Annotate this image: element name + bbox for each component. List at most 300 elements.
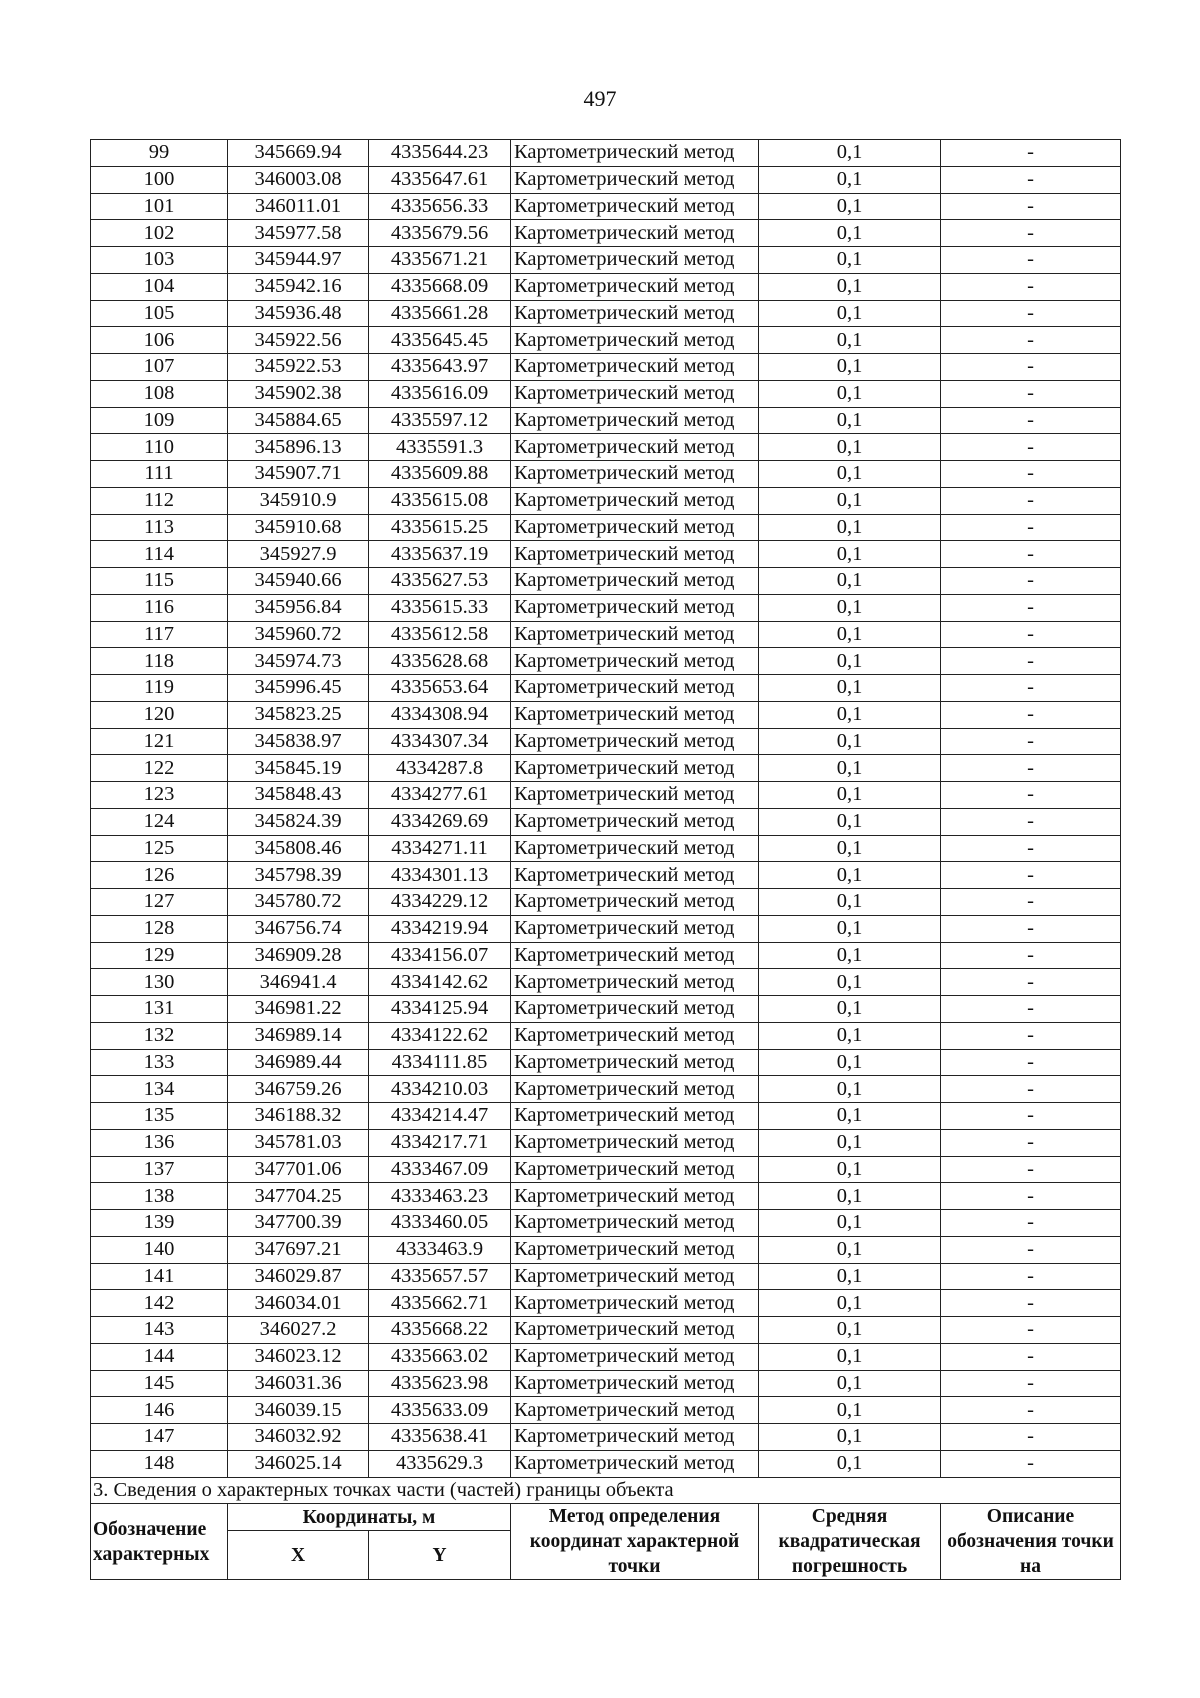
table-row — [91, 541, 1121, 568]
cell-coord-y: 4335633.09 — [369, 1397, 511, 1424]
cell-description: - — [941, 996, 1121, 1023]
cell-mean-error: 0,1 — [759, 300, 941, 327]
cell-coord-x: 346989.44 — [228, 1049, 369, 1076]
header-method: Метод определения координат характерной точки — [511, 1504, 759, 1580]
cell-coord-x: 346027.2 — [228, 1317, 369, 1344]
cell-coord-y: 4335615.25 — [369, 514, 511, 541]
cell-point-number: 115 — [91, 568, 228, 595]
cell-coord-y: 4334156.07 — [369, 942, 511, 969]
cell-point-number: 124 — [91, 808, 228, 835]
cell-mean-error: 0,1 — [759, 166, 941, 193]
table-row — [91, 380, 1121, 407]
cell-description: - — [941, 621, 1121, 648]
cell-description: - — [941, 354, 1121, 381]
cell-point-number: 131 — [91, 996, 228, 1023]
cell-coord-y: 4334301.13 — [369, 862, 511, 889]
cell-coord-x: 346039.15 — [228, 1397, 369, 1424]
cell-mean-error: 0,1 — [759, 354, 941, 381]
cell-method: Картометрический метод — [511, 514, 759, 541]
cell-point-number: 107 — [91, 354, 228, 381]
cell-coord-y: 4333467.09 — [369, 1156, 511, 1183]
cell-description: - — [941, 1397, 1121, 1424]
cell-mean-error: 0,1 — [759, 648, 941, 675]
cell-mean-error: 0,1 — [759, 701, 941, 728]
table-row — [91, 407, 1121, 434]
table-row — [91, 1183, 1121, 1210]
table-row — [91, 1129, 1121, 1156]
cell-method: Картометрический метод — [511, 300, 759, 327]
table-row — [91, 166, 1121, 193]
cell-description: - — [941, 1236, 1121, 1263]
cell-mean-error: 0,1 — [759, 728, 941, 755]
table-row — [91, 1424, 1121, 1451]
cell-method: Картометрический метод — [511, 1103, 759, 1130]
cell-coord-y: 4334125.94 — [369, 996, 511, 1023]
cell-method: Картометрический метод — [511, 568, 759, 595]
cell-mean-error: 0,1 — [759, 782, 941, 809]
table-row — [91, 755, 1121, 782]
cell-point-number: 116 — [91, 594, 228, 621]
cell-coord-y: 4334142.62 — [369, 969, 511, 996]
cell-description: - — [941, 915, 1121, 942]
cell-coord-x: 345896.13 — [228, 434, 369, 461]
cell-method: Картометрический метод — [511, 327, 759, 354]
cell-coord-x: 345936.48 — [228, 300, 369, 327]
cell-mean-error: 0,1 — [759, 969, 941, 996]
cell-point-number: 147 — [91, 1424, 228, 1451]
table-row — [91, 1103, 1121, 1130]
cell-description: - — [941, 220, 1121, 247]
cell-point-number: 125 — [91, 835, 228, 862]
cell-description: - — [941, 1263, 1121, 1290]
cell-mean-error: 0,1 — [759, 1129, 941, 1156]
cell-point-number: 139 — [91, 1210, 228, 1237]
cell-mean-error: 0,1 — [759, 675, 941, 702]
cell-coord-x: 345824.39 — [228, 808, 369, 835]
cell-description: - — [941, 675, 1121, 702]
cell-method: Картометрический метод — [511, 648, 759, 675]
cell-description: - — [941, 487, 1121, 514]
table-row — [91, 728, 1121, 755]
cell-mean-error: 0,1 — [759, 380, 941, 407]
cell-method: Картометрический метод — [511, 140, 759, 167]
cell-description: - — [941, 942, 1121, 969]
table-row — [91, 247, 1121, 274]
table-row — [91, 193, 1121, 220]
cell-mean-error: 0,1 — [759, 487, 941, 514]
cell-point-number: 104 — [91, 273, 228, 300]
cell-description: - — [941, 1076, 1121, 1103]
cell-coord-y: 4335657.57 — [369, 1263, 511, 1290]
table-body — [91, 140, 1121, 1478]
cell-coord-x: 345944.97 — [228, 247, 369, 274]
cell-description: - — [941, 193, 1121, 220]
cell-description: - — [941, 273, 1121, 300]
cell-coord-x: 345838.97 — [228, 728, 369, 755]
cell-method: Картометрический метод — [511, 193, 759, 220]
table-row — [91, 140, 1121, 167]
cell-point-number: 130 — [91, 969, 228, 996]
cell-point-number: 136 — [91, 1129, 228, 1156]
cell-coord-x: 345780.72 — [228, 889, 369, 916]
cell-coord-x: 345927.9 — [228, 541, 369, 568]
cell-method: Картометрический метод — [511, 1210, 759, 1237]
cell-coord-x: 345884.65 — [228, 407, 369, 434]
cell-method: Картометрический метод — [511, 220, 759, 247]
cell-mean-error: 0,1 — [759, 1183, 941, 1210]
table-row — [91, 969, 1121, 996]
table-row — [91, 889, 1121, 916]
cell-method: Картометрический метод — [511, 1397, 759, 1424]
cell-description: - — [941, 1129, 1121, 1156]
cell-coord-y: 4335609.88 — [369, 461, 511, 488]
table-row — [91, 1450, 1121, 1477]
cell-mean-error: 0,1 — [759, 942, 941, 969]
cell-description: - — [941, 1210, 1121, 1237]
cell-mean-error: 0,1 — [759, 273, 941, 300]
table-row — [91, 862, 1121, 889]
table-row — [91, 568, 1121, 595]
cell-point-number: 106 — [91, 327, 228, 354]
cell-coord-x: 347697.21 — [228, 1236, 369, 1263]
cell-point-number: 120 — [91, 701, 228, 728]
cell-mean-error: 0,1 — [759, 247, 941, 274]
cell-point-number: 148 — [91, 1450, 228, 1477]
cell-coord-x: 346025.14 — [228, 1450, 369, 1477]
cell-method: Картометрический метод — [511, 1022, 759, 1049]
cell-method: Картометрический метод — [511, 1450, 759, 1477]
cell-coord-y: 4334308.94 — [369, 701, 511, 728]
cell-coord-x: 346003.08 — [228, 166, 369, 193]
table-row — [91, 1076, 1121, 1103]
table-row — [91, 1370, 1121, 1397]
cell-point-number: 121 — [91, 728, 228, 755]
section-3 — [91, 1477, 1121, 1580]
table-row — [91, 461, 1121, 488]
table-row — [91, 942, 1121, 969]
cell-method: Картометрический метод — [511, 942, 759, 969]
cell-method: Картометрический метод — [511, 728, 759, 755]
table-row — [91, 1397, 1121, 1424]
cell-point-number: 132 — [91, 1022, 228, 1049]
cell-coord-x: 347700.39 — [228, 1210, 369, 1237]
cell-point-number: 105 — [91, 300, 228, 327]
cell-method: Картометрический метод — [511, 434, 759, 461]
cell-coord-y: 4334217.71 — [369, 1129, 511, 1156]
table-row — [91, 327, 1121, 354]
cell-point-number: 108 — [91, 380, 228, 407]
cell-coord-x: 345845.19 — [228, 755, 369, 782]
cell-mean-error: 0,1 — [759, 1317, 941, 1344]
cell-mean-error: 0,1 — [759, 1156, 941, 1183]
cell-method: Картометрический метод — [511, 889, 759, 916]
cell-coord-x: 346941.4 — [228, 969, 369, 996]
cell-mean-error: 0,1 — [759, 755, 941, 782]
cell-point-number: 119 — [91, 675, 228, 702]
cell-method: Картометрический метод — [511, 1236, 759, 1263]
cell-description: - — [941, 514, 1121, 541]
cell-coord-x: 345848.43 — [228, 782, 369, 809]
cell-coord-x: 345977.58 — [228, 220, 369, 247]
cell-description: - — [941, 1103, 1121, 1130]
cell-method: Картометрический метод — [511, 1343, 759, 1370]
cell-point-number: 144 — [91, 1343, 228, 1370]
cell-coord-y: 4334277.61 — [369, 782, 511, 809]
cell-description: - — [941, 889, 1121, 916]
cell-coord-x: 345974.73 — [228, 648, 369, 675]
cell-mean-error: 0,1 — [759, 594, 941, 621]
cell-mean-error: 0,1 — [759, 1290, 941, 1317]
cell-coord-y: 4335623.98 — [369, 1370, 511, 1397]
cell-coord-y: 4335645.45 — [369, 327, 511, 354]
cell-description: - — [941, 140, 1121, 167]
cell-point-number: 111 — [91, 461, 228, 488]
cell-method: Картометрический метод — [511, 862, 759, 889]
cell-description: - — [941, 541, 1121, 568]
cell-coord-y: 4334307.34 — [369, 728, 511, 755]
cell-method: Картометрический метод — [511, 1049, 759, 1076]
cell-coord-y: 4335615.33 — [369, 594, 511, 621]
cell-method: Картометрический метод — [511, 247, 759, 274]
cell-point-number: 102 — [91, 220, 228, 247]
cell-mean-error: 0,1 — [759, 1076, 941, 1103]
cell-coord-y: 4334111.85 — [369, 1049, 511, 1076]
cell-point-number: 122 — [91, 755, 228, 782]
cell-coord-x: 345907.71 — [228, 461, 369, 488]
cell-coord-x: 345910.9 — [228, 487, 369, 514]
table-row — [91, 1317, 1121, 1344]
table-row — [91, 273, 1121, 300]
cell-point-number: 99 — [91, 140, 228, 167]
cell-coord-x: 346909.28 — [228, 942, 369, 969]
cell-method: Картометрический метод — [511, 808, 759, 835]
cell-coord-y: 4335679.56 — [369, 220, 511, 247]
cell-coord-y: 4333463.23 — [369, 1183, 511, 1210]
header-description: Описание обозначения точки на — [941, 1504, 1121, 1580]
cell-coord-y: 4334271.11 — [369, 835, 511, 862]
table-row — [91, 782, 1121, 809]
table-row — [91, 300, 1121, 327]
cell-description: - — [941, 755, 1121, 782]
cell-mean-error: 0,1 — [759, 621, 941, 648]
cell-coord-y: 4334210.03 — [369, 1076, 511, 1103]
cell-method: Картометрический метод — [511, 1424, 759, 1451]
cell-coord-y: 4335662.71 — [369, 1290, 511, 1317]
cell-method: Картометрический метод — [511, 354, 759, 381]
cell-mean-error: 0,1 — [759, 835, 941, 862]
cell-coord-y: 4335615.08 — [369, 487, 511, 514]
cell-mean-error: 0,1 — [759, 514, 941, 541]
cell-point-number: 110 — [91, 434, 228, 461]
cell-coord-y: 4335597.12 — [369, 407, 511, 434]
cell-coord-x: 345781.03 — [228, 1129, 369, 1156]
cell-method: Картометрический метод — [511, 969, 759, 996]
cell-coord-y: 4335671.21 — [369, 247, 511, 274]
cell-point-number: 112 — [91, 487, 228, 514]
cell-description: - — [941, 1022, 1121, 1049]
cell-method: Картометрический метод — [511, 915, 759, 942]
cell-coord-x: 345902.38 — [228, 380, 369, 407]
cell-description: - — [941, 327, 1121, 354]
cell-coord-x: 346032.92 — [228, 1424, 369, 1451]
cell-description: - — [941, 1156, 1121, 1183]
cell-mean-error: 0,1 — [759, 327, 941, 354]
cell-point-number: 135 — [91, 1103, 228, 1130]
cell-coord-y: 4335653.64 — [369, 675, 511, 702]
table-row — [91, 1156, 1121, 1183]
cell-coord-y: 4335627.53 — [369, 568, 511, 595]
cell-coord-y: 4335656.33 — [369, 193, 511, 220]
table-row — [91, 835, 1121, 862]
cell-mean-error: 0,1 — [759, 434, 941, 461]
cell-description: - — [941, 1343, 1121, 1370]
cell-method: Картометрический метод — [511, 380, 759, 407]
cell-mean-error: 0,1 — [759, 1103, 941, 1130]
cell-coord-x: 346031.36 — [228, 1370, 369, 1397]
cell-mean-error: 0,1 — [759, 568, 941, 595]
cell-point-number: 100 — [91, 166, 228, 193]
cell-description: - — [941, 835, 1121, 862]
cell-point-number: 145 — [91, 1370, 228, 1397]
table-row — [91, 996, 1121, 1023]
cell-point-number: 126 — [91, 862, 228, 889]
table-row — [91, 808, 1121, 835]
cell-coord-x: 346981.22 — [228, 996, 369, 1023]
cell-coord-x: 347704.25 — [228, 1183, 369, 1210]
cell-point-number: 114 — [91, 541, 228, 568]
cell-point-number: 127 — [91, 889, 228, 916]
cell-method: Картометрический метод — [511, 487, 759, 514]
table-row — [91, 354, 1121, 381]
header-point-designation: Обозначение характерных — [91, 1504, 228, 1580]
cell-description: - — [941, 594, 1121, 621]
cell-description: - — [941, 1049, 1121, 1076]
cell-coord-x: 345669.94 — [228, 140, 369, 167]
cell-method: Картометрический метод — [511, 675, 759, 702]
cell-coord-x: 345940.66 — [228, 568, 369, 595]
cell-coord-y: 4335663.02 — [369, 1343, 511, 1370]
table-row — [91, 648, 1121, 675]
cell-coord-x: 346011.01 — [228, 193, 369, 220]
cell-coord-y: 4334122.62 — [369, 1022, 511, 1049]
cell-description: - — [941, 1290, 1121, 1317]
cell-coord-x: 345823.25 — [228, 701, 369, 728]
cell-mean-error: 0,1 — [759, 220, 941, 247]
table-row — [91, 434, 1121, 461]
cell-point-number: 137 — [91, 1156, 228, 1183]
cell-mean-error: 0,1 — [759, 915, 941, 942]
table-row — [91, 1022, 1121, 1049]
cell-method: Картометрический метод — [511, 594, 759, 621]
cell-coord-y: 4334229.12 — [369, 889, 511, 916]
cell-method: Картометрический метод — [511, 996, 759, 1023]
cell-coord-x: 346023.12 — [228, 1343, 369, 1370]
cell-description: - — [941, 969, 1121, 996]
cell-point-number: 134 — [91, 1076, 228, 1103]
section-3-title: 3. Сведения о характерных точках части (частей) границы объекта — [91, 1477, 1121, 1504]
cell-description: - — [941, 568, 1121, 595]
cell-coord-y: 4334214.47 — [369, 1103, 511, 1130]
cell-coord-y: 4335643.97 — [369, 354, 511, 381]
cell-method: Картометрический метод — [511, 1263, 759, 1290]
cell-point-number: 101 — [91, 193, 228, 220]
table-row — [91, 1210, 1121, 1237]
cell-mean-error: 0,1 — [759, 140, 941, 167]
cell-mean-error: 0,1 — [759, 461, 941, 488]
cell-coord-y: 4334287.8 — [369, 755, 511, 782]
cell-method: Картометрический метод — [511, 621, 759, 648]
cell-description: - — [941, 701, 1121, 728]
cell-coord-y: 4334219.94 — [369, 915, 511, 942]
cell-coord-y: 4335638.41 — [369, 1424, 511, 1451]
cell-coord-y: 4335661.28 — [369, 300, 511, 327]
cell-coord-x: 345942.16 — [228, 273, 369, 300]
cell-coord-y: 4333460.05 — [369, 1210, 511, 1237]
cell-mean-error: 0,1 — [759, 1343, 941, 1370]
cell-mean-error: 0,1 — [759, 1397, 941, 1424]
table-row — [91, 220, 1121, 247]
table-row — [91, 1343, 1121, 1370]
cell-mean-error: 0,1 — [759, 996, 941, 1023]
cell-coord-x: 345960.72 — [228, 621, 369, 648]
cell-point-number: 142 — [91, 1290, 228, 1317]
cell-point-number: 129 — [91, 942, 228, 969]
cell-coord-x: 345922.53 — [228, 354, 369, 381]
table-row — [91, 1263, 1121, 1290]
cell-description: - — [941, 300, 1121, 327]
cell-method: Картометрический метод — [511, 273, 759, 300]
cell-method: Картометрический метод — [511, 1183, 759, 1210]
cell-coord-x: 346756.74 — [228, 915, 369, 942]
cell-coord-x: 345910.68 — [228, 514, 369, 541]
cell-point-number: 143 — [91, 1317, 228, 1344]
cell-method: Картометрический метод — [511, 755, 759, 782]
table-row — [91, 514, 1121, 541]
coordinates-table — [90, 139, 1121, 1580]
cell-method: Картометрический метод — [511, 782, 759, 809]
cell-point-number: 118 — [91, 648, 228, 675]
cell-method: Картометрический метод — [511, 1129, 759, 1156]
cell-coord-x: 346759.26 — [228, 1076, 369, 1103]
cell-mean-error: 0,1 — [759, 407, 941, 434]
cell-coord-x: 346989.14 — [228, 1022, 369, 1049]
cell-point-number: 138 — [91, 1183, 228, 1210]
cell-coord-y: 4335612.58 — [369, 621, 511, 648]
cell-description: - — [941, 380, 1121, 407]
cell-mean-error: 0,1 — [759, 1049, 941, 1076]
cell-coord-y: 4335637.19 — [369, 541, 511, 568]
table-row — [91, 701, 1121, 728]
cell-description: - — [941, 782, 1121, 809]
cell-mean-error: 0,1 — [759, 1236, 941, 1263]
table-row — [91, 594, 1121, 621]
cell-coord-x: 346029.87 — [228, 1263, 369, 1290]
cell-description: - — [941, 1450, 1121, 1477]
cell-description: - — [941, 728, 1121, 755]
cell-point-number: 113 — [91, 514, 228, 541]
cell-mean-error: 0,1 — [759, 862, 941, 889]
cell-coord-x: 345808.46 — [228, 835, 369, 862]
cell-point-number: 128 — [91, 915, 228, 942]
table-row — [91, 675, 1121, 702]
cell-coord-y: 4335591.3 — [369, 434, 511, 461]
cell-mean-error: 0,1 — [759, 1424, 941, 1451]
cell-coord-y: 4335668.22 — [369, 1317, 511, 1344]
cell-method: Картометрический метод — [511, 541, 759, 568]
cell-coord-y: 4335647.61 — [369, 166, 511, 193]
cell-point-number: 141 — [91, 1263, 228, 1290]
cell-description: - — [941, 862, 1121, 889]
